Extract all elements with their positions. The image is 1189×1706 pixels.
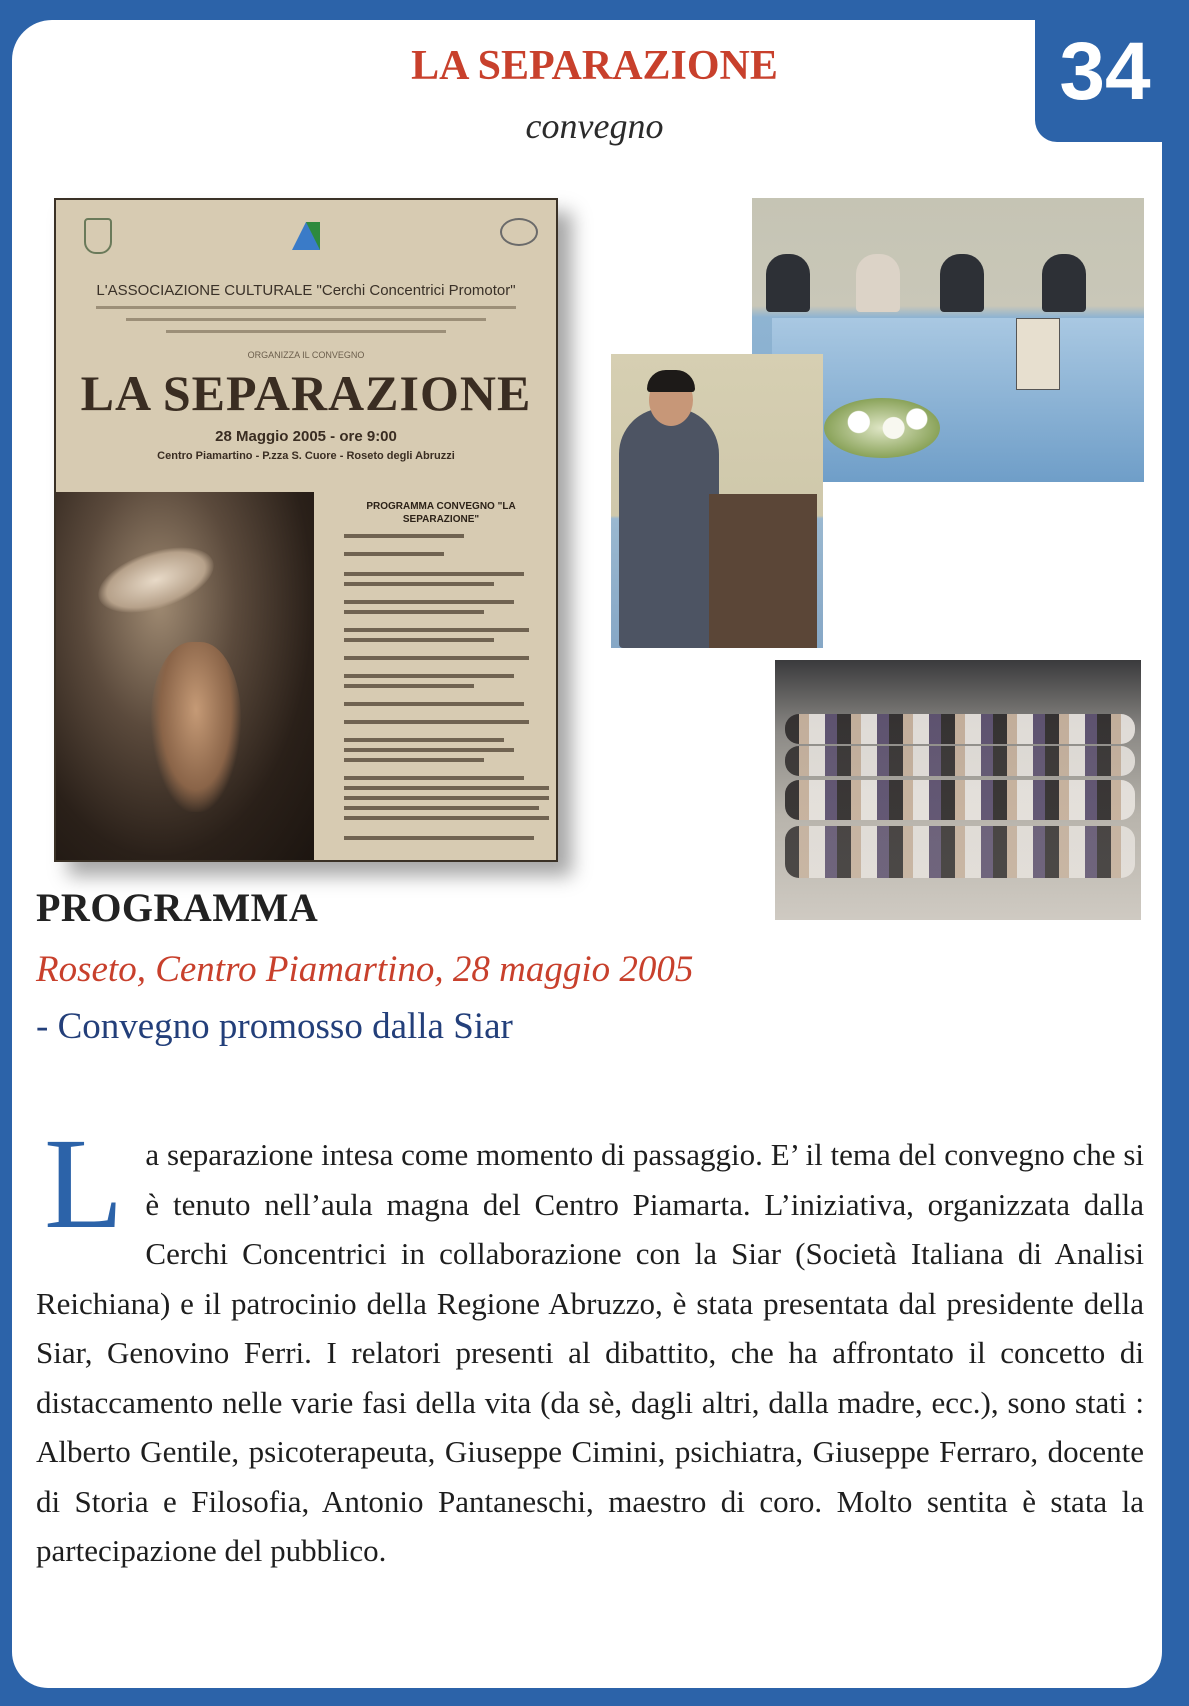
painting-figure [151, 642, 241, 812]
conference-poster [54, 198, 558, 862]
poster-program-line [344, 806, 539, 810]
poster-program-line [344, 776, 524, 780]
poster-program-line [344, 758, 484, 762]
municipality-crest-icon [84, 218, 112, 254]
poster-program-title: PROGRAMMA CONVEGNO "LA SEPARAZIONE" [366, 501, 516, 525]
photo-speaker [619, 408, 719, 648]
photo-book [1016, 318, 1060, 390]
audience-photo [775, 660, 1141, 920]
page-title: LA SEPARAZIONE [411, 43, 778, 89]
program-heading: PROGRAMMA [36, 885, 319, 930]
poster-title: LA SEPARAZIONE [80, 365, 532, 421]
siar-logo-icon [500, 218, 538, 246]
photo-person [1042, 254, 1086, 312]
photo-tablecloth [772, 318, 1144, 482]
poster-association: L'ASSOCIAZIONE CULTURALE "Cerchi Concentrici Promotor" [96, 282, 516, 299]
poster-program-line [344, 638, 494, 642]
poster-painting [56, 492, 314, 860]
audience-row [785, 714, 1135, 744]
audience-row [785, 826, 1135, 878]
page-subtitle: convegno [525, 106, 664, 146]
poster-program-line [344, 702, 524, 706]
poster-fine-print [166, 330, 446, 333]
poster-program-line [344, 610, 484, 614]
speaker-podium-photo [611, 354, 823, 648]
poster-program-line [344, 684, 474, 688]
poster-logos [56, 210, 556, 270]
poster-program-line [344, 796, 549, 800]
photo-person [856, 254, 900, 312]
poster-fine-print [96, 306, 516, 309]
poster-place: Centro Piamartino - P.zza S. Cuore - Roseto degli Abruzzi [157, 450, 455, 462]
program-promoted-by: - Convegno promosso dalla Siar [36, 1006, 513, 1047]
page-number: 34 [1059, 26, 1151, 117]
article-body [36, 1112, 1144, 1576]
program-place-date: Roseto, Centro Piamartino, 28 maggio 2005 [36, 949, 694, 990]
poster-program-line [344, 582, 494, 586]
audience-row [785, 746, 1135, 776]
photo-person [766, 254, 810, 312]
poster-date: 28 Maggio 2005 - ore 9:00 [215, 428, 397, 445]
poster-fine-print [126, 318, 486, 321]
photo-speaker-hair [647, 370, 695, 392]
poster-program-line [344, 786, 549, 790]
poster-program-line [344, 836, 534, 840]
photo-podium [709, 494, 817, 648]
poster-program-line [344, 816, 549, 820]
poster-program-line [344, 674, 514, 678]
painting-figure [90, 535, 221, 625]
poster-program-line [344, 534, 464, 538]
poster-program-line [344, 720, 529, 724]
poster-program-line [344, 572, 524, 576]
poster-program-line [344, 748, 514, 752]
article-dropcap: L [44, 1112, 124, 1256]
poster-organizes: ORGANIZZA IL CONVEGNO [247, 350, 365, 360]
article-text: a separazione intesa come momento di passaggio. E’ il tema del convegno che si è tenuto nell’aula magna del Centro Piamarta. L’iniziativa, organizzata dalla Cerchi Concentrici in collaborazione con la Siar (Società Italiana di Analisi Reichiana) e il patrocinio della Regione Abruzzo, è stata presentata dal presidente della Siar, Genovino Ferri. I relatori presenti al dibattito, che ha affrontato il concetto di distaccamento nelle varie fasi della vita (da sè, dagli altri, dalla madre, ecc.), sono stati : Alberto Gentile, psicoterapeuta, Giuseppe Cimini, psichiatra, Giuseppe Ferraro, docente di Storia e Filosofia, Antonio Pantaneschi, maestro di coro. Molto sentita è stata la partecipazione del pubblico. [36, 1137, 1144, 1568]
poster-program-line [344, 552, 444, 556]
poster-program-line [344, 600, 514, 604]
audience-row [785, 780, 1135, 820]
poster-program-line [344, 738, 504, 742]
photo-flowers [824, 398, 940, 458]
poster-program-line [344, 656, 529, 660]
poster-program-line [344, 628, 529, 632]
photo-person [940, 254, 984, 312]
region-logo-icon [292, 222, 320, 250]
